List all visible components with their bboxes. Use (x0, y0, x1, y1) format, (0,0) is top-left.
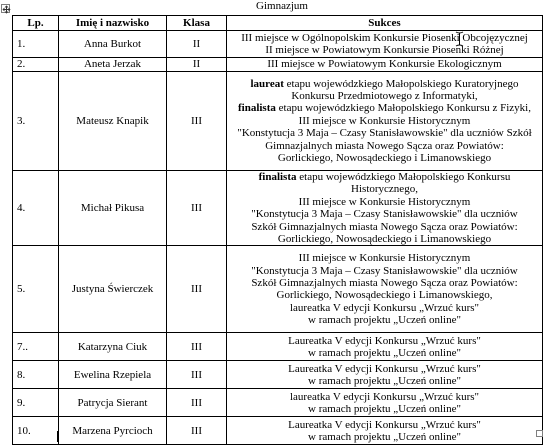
table-row (13, 361, 543, 389)
student-class: III (167, 72, 227, 171)
table-row (13, 72, 543, 171)
success-line (228, 431, 541, 443)
success-cell (227, 72, 543, 171)
success-line (228, 196, 541, 208)
success-line (228, 102, 541, 114)
row-number: 2. (13, 58, 59, 72)
success-line (228, 347, 541, 359)
row-number: 10. (13, 417, 59, 445)
success-line (228, 252, 541, 264)
success-text: w ramach projektu „Uczeń online" (308, 346, 461, 359)
success-text: III miejsce w Ogólnopolskim Konkursie Piosenki Obcojęzycznej (241, 31, 528, 44)
student-name: Justyna Świerczek (59, 246, 167, 333)
success-text: Szkół Gimnazjalnych miasta Nowego Sącza oraz Powiatów: (251, 277, 518, 290)
success-line (228, 127, 541, 139)
student-class: III (167, 171, 227, 246)
success-text: Szkół Gimnazjalnych miasta Nowego Sącza oraz Powiatów: (251, 220, 518, 233)
text-cursor-icon (455, 31, 464, 47)
success-title: finalista (258, 171, 297, 183)
success-text: Laureatka V edycji Konkursu „Wrzuć kurs" (288, 362, 481, 375)
success-line (228, 58, 541, 70)
success-text: Gorlickiego, Nowosądeckiego i Limanowskiego, (276, 289, 493, 302)
student-name: Ewelina Rzepiela (59, 361, 167, 389)
success-text: Laureatka V edycji Konkursu „Wrzuć kurs" (288, 334, 481, 347)
table-row (13, 333, 543, 361)
success-cell (227, 31, 543, 58)
header-name: Imię i nazwisko (59, 16, 167, 31)
success-text: w ramach projektu „Uczeń online" (308, 374, 461, 387)
table-row (13, 246, 543, 333)
student-class: III (167, 246, 227, 333)
success-line (228, 233, 541, 245)
success-title: laureat (250, 77, 284, 90)
success-text: w ramach projektu „Uczeń online" (308, 314, 461, 327)
move-arrows-icon (2, 5, 11, 14)
success-line (228, 32, 541, 44)
success-title: finalista (237, 102, 276, 115)
success-cell (227, 333, 543, 361)
header-class: Klasa (167, 16, 227, 31)
success-line (228, 221, 541, 233)
success-line (228, 171, 541, 183)
success-text: "Konstytucja 3 Maja – Czasy Stanisławowskie" dla uczniów Szkół (237, 127, 532, 140)
success-text: Gorlickiego, Nowosądeckiego i Limanowskiego (277, 233, 492, 246)
student-name: Mateusz Knapik (59, 72, 167, 171)
success-text: etapu wojewódzkiego Małopolskiego Konkursu z Fizyki, (275, 102, 531, 115)
success-line (228, 152, 541, 164)
success-text: w ramach projektu „Uczeń online" (308, 430, 461, 443)
student-name: Katarzyna Ciuk (59, 333, 167, 361)
row-number: 1. (13, 31, 59, 58)
success-text: III miejsce w Powiatowym Konkursie Ekologicznym (267, 58, 502, 71)
student-name: Patrycja Sierant (59, 389, 167, 417)
success-cell (227, 361, 543, 389)
success-text: Konkursu Przedmiotowego z Informatyki, (291, 89, 478, 102)
success-line (228, 335, 541, 347)
header-lp: Lp. (13, 16, 59, 31)
row-number: 9. (13, 389, 59, 417)
success-line (228, 44, 541, 56)
success-text: II miejsce w Powiatowym Konkursie Piosenki Różnej (265, 44, 504, 56)
success-line (228, 314, 541, 326)
student-class: II (167, 58, 227, 72)
row-number: 5. (13, 246, 59, 333)
table-row (13, 171, 543, 246)
success-text: III miejsce w Konkursie Historycznym (298, 252, 471, 265)
success-text: Historycznego, (351, 183, 418, 196)
success-line (228, 289, 541, 301)
success-cell (227, 246, 543, 333)
success-text: "Konstytucja 3 Maja – Czasy Stanisławowskie" dla uczniów (251, 264, 518, 277)
success-cell (227, 58, 543, 72)
success-text: III miejsce w Konkursie Historycznym (298, 195, 471, 208)
table-row (13, 389, 543, 417)
success-line (228, 375, 541, 387)
success-text: etapu wojewódzkiego Małopolskiego Kuratoryjnego (283, 77, 519, 90)
success-line (228, 403, 541, 415)
success-line (228, 302, 541, 314)
success-text: III miejsce w Konkursie Historycznym (298, 114, 471, 127)
row-number: 7.. (13, 333, 59, 361)
success-text: etapu wojewódzkiego Małopolskiego Konkursu (296, 171, 511, 183)
student-name: Michał Pikusa (59, 171, 167, 246)
success-cell (227, 171, 543, 246)
success-text: "Konstytucja 3 Maja – Czasy Stanisławowskie" dla uczniów (251, 208, 518, 221)
table-row (13, 417, 543, 445)
success-cell (227, 417, 543, 445)
student-class: III (167, 333, 227, 361)
student-name: Aneta Jerzak (59, 58, 167, 72)
success-line (228, 419, 541, 431)
success-line (228, 208, 541, 220)
success-line (228, 90, 541, 102)
table-move-handle[interactable] (1, 4, 10, 13)
student-name: Marzena Pyrcioch (59, 417, 167, 445)
success-line (228, 277, 541, 289)
table-resize-handle[interactable] (536, 430, 543, 437)
table-caption: Gimnazjum (256, 0, 308, 12)
success-line (228, 78, 541, 90)
success-line (228, 183, 541, 195)
achievements-table (12, 15, 543, 445)
student-class: II (167, 31, 227, 58)
row-number: 4. (13, 171, 59, 246)
success-line (228, 265, 541, 277)
student-class: III (167, 417, 227, 445)
student-name: Anna Burkot (59, 31, 167, 58)
success-text: laureatka V edycji Konkursu „Wrzuć kurs" (289, 390, 480, 403)
insertion-caret (57, 431, 58, 442)
row-number: 8. (13, 361, 59, 389)
success-line (228, 391, 541, 403)
header-success: Sukces (227, 16, 543, 31)
student-class: III (167, 389, 227, 417)
success-line (228, 115, 541, 127)
success-line (228, 363, 541, 375)
success-line (228, 140, 541, 152)
header-row (13, 16, 543, 31)
success-text: laureatka V edycji Konkursu „Wrzuć kurs" (289, 301, 480, 314)
student-class: III (167, 361, 227, 389)
row-number: 3. (13, 72, 59, 171)
success-cell (227, 389, 543, 417)
success-text: Gorlickiego, Nowosądeckiego i Limanowskiego (277, 152, 492, 165)
success-text: w ramach projektu „Uczeń online" (308, 402, 461, 415)
success-text: Laureatka V edycji Konkursu „Wrzuć kurs" (288, 418, 481, 431)
table-row (13, 58, 543, 72)
success-text: Gimnazjalnych miasta Nowego Sącza oraz Powiatów: (265, 139, 504, 152)
